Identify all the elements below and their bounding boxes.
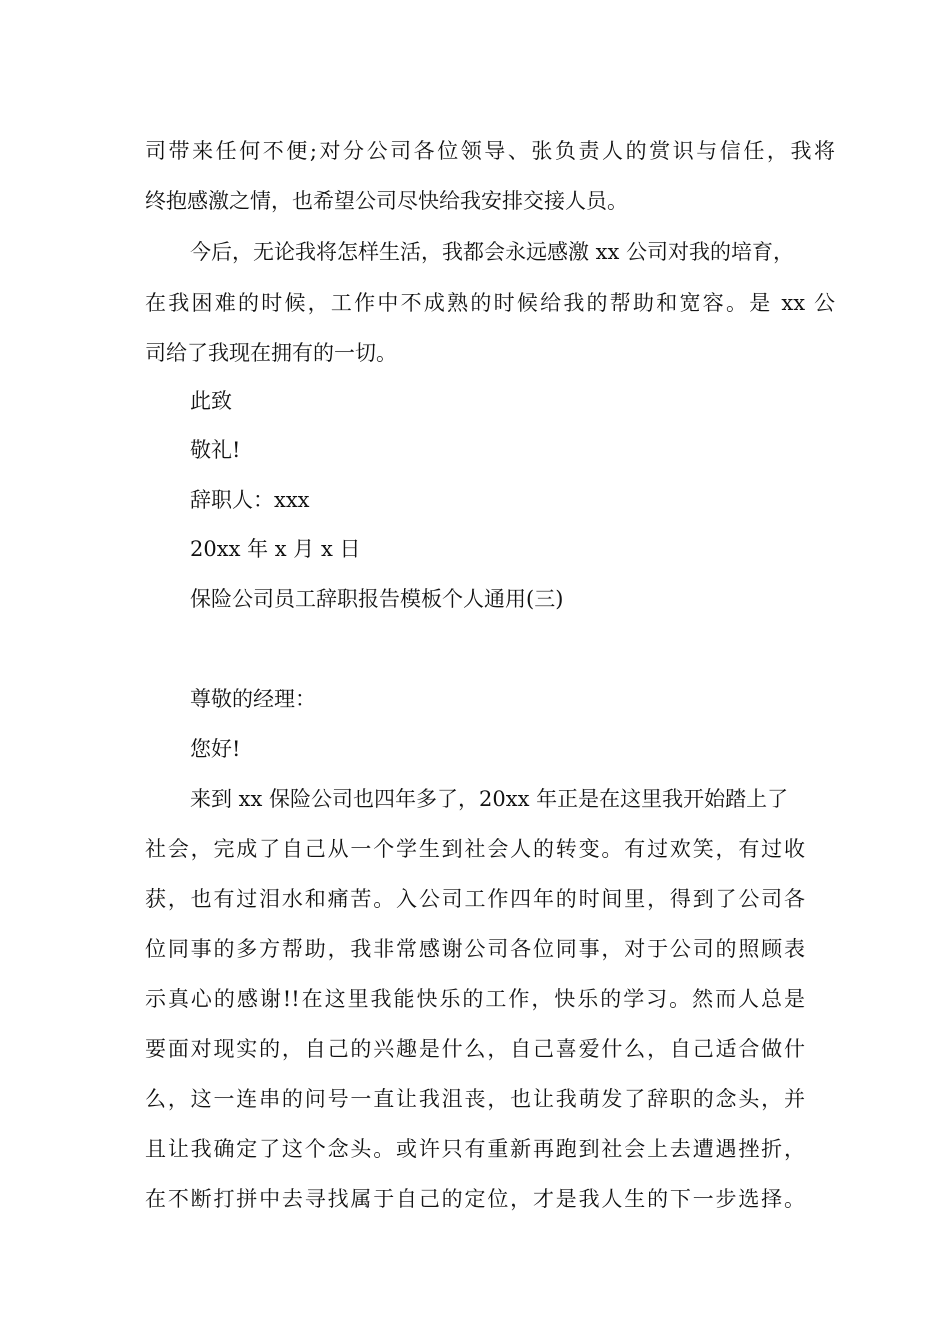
paragraph-2-line-3: 司给了我现在拥有的一切。 — [145, 341, 397, 365]
greeting: 您好! — [190, 737, 241, 761]
paragraph-3-line-9: 在不断打拼中去寻找属于自己的定位，才是我人生的下一步选择。 — [145, 1187, 805, 1211]
paragraph-2-line-2: 在我困难的时候，工作中不成熟的时候给我的帮助和宽容。是 xx 公 — [145, 291, 835, 315]
paragraph-1-line-1: 司带来任何不便;对分公司各位领导、张负责人的赏识与信任，我将 — [145, 139, 835, 163]
paragraph-2-line-1: 今后，无论我将怎样生活，我都会永远感激 xx 公司对我的培育， — [190, 240, 795, 264]
paragraph-3-line-5: 示真心的感谢!!在这里我能快乐的工作，快乐的学习。然而人总是 — [145, 987, 805, 1011]
closing-line-2: 敬礼! — [190, 438, 241, 462]
paragraph-3-line-8: 且让我确定了这个念头。或许只有重新再跑到社会上去遭遇挫折， — [145, 1137, 805, 1161]
salutation: 尊敬的经理： — [190, 687, 316, 711]
section-title: 保险公司员工辞职报告模板个人通用(三) — [190, 587, 564, 611]
signer-line: 辞职人：xxx — [190, 488, 310, 512]
paragraph-3-line-1: 来到 xx 保险公司也四年多了，20xx 年正是在这里我开始踏上了 — [190, 787, 789, 811]
paragraph-3-line-2: 社会，完成了自己从一个学生到社会人的转变。有过欢笑，有过收 — [145, 837, 805, 861]
paragraph-3-line-3: 获，也有过泪水和痛苦。入公司工作四年的时间里，得到了公司各 — [145, 887, 805, 911]
closing-line-1: 此致 — [190, 389, 232, 413]
paragraph-3-line-6: 要面对现实的，自己的兴趣是什么，自己喜爱什么，自己适合做什 — [145, 1037, 805, 1061]
paragraph-3-line-7: 么，这一连串的问号一直让我沮丧，也让我萌发了辞职的念头，并 — [145, 1087, 805, 1111]
date-line: 20xx 年 x 月 x 日 — [190, 537, 361, 561]
paragraph-3-line-4: 位同事的多方帮助，我非常感谢公司各位同事，对于公司的照顾表 — [145, 937, 805, 961]
paragraph-1-line-2: 终抱感激之情，也希望公司尽快给我安排交接人员。 — [145, 189, 628, 213]
